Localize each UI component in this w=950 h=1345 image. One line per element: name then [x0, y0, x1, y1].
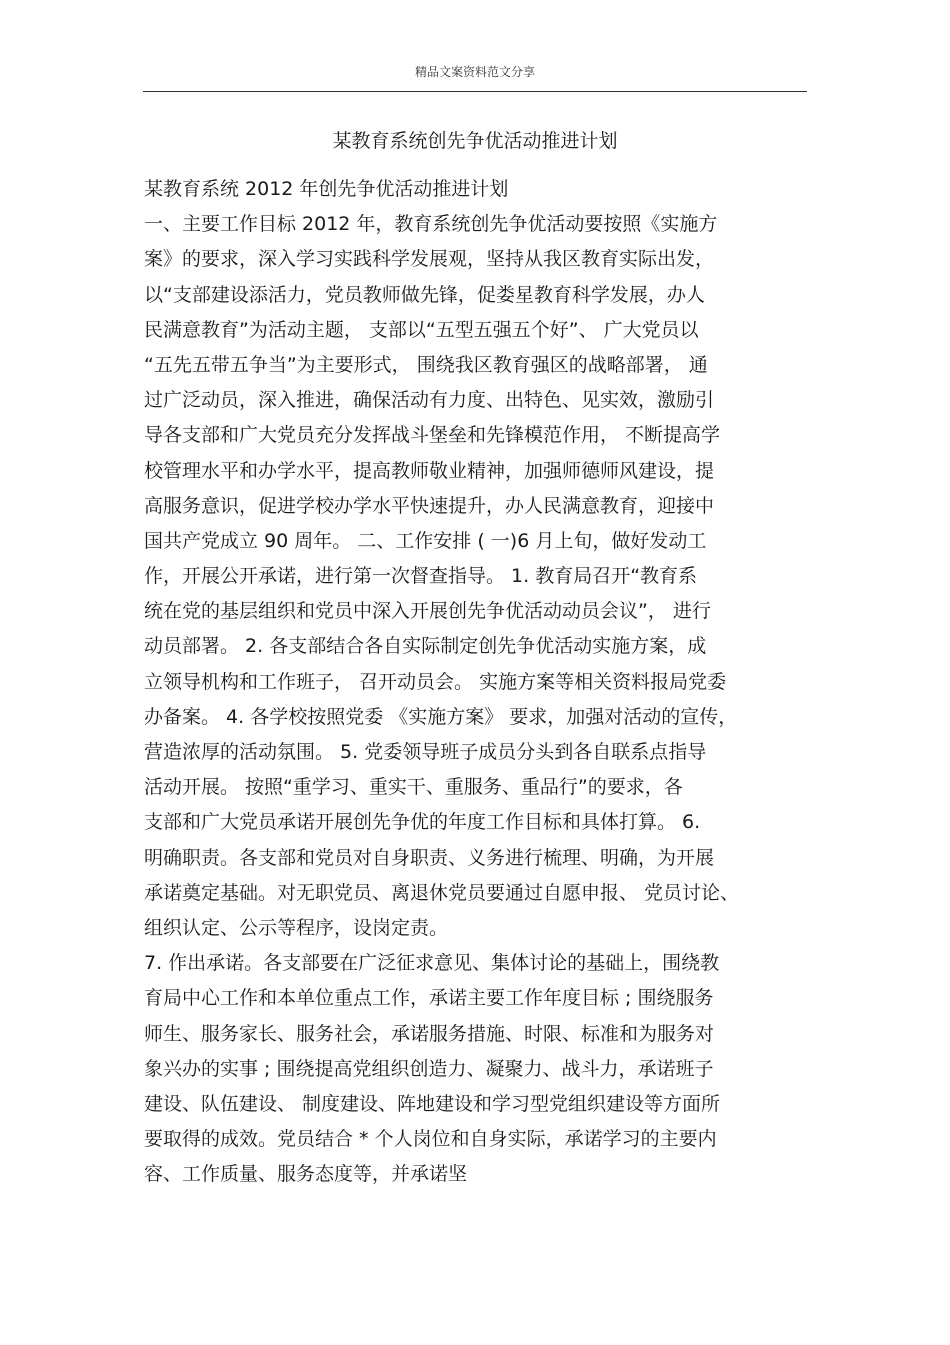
body-line: 建设、队伍建设、 制度建设、阵地建设和学习型党组织建设等方面所	[144, 1092, 721, 1115]
body-line: 案》的要求，深入学习实践科学发展观，坚持从我区教育实际出发，	[144, 248, 715, 271]
body-line: 支部和广大党员承诺开展创先争优的年度工作目标和具体打算。 6.	[144, 811, 701, 834]
body-line: 一、主要工作目标 2012 年，教育系统创先争优活动要按照《实施方	[144, 213, 718, 236]
body-line: 育局中心工作和本单位重点工作，承诺主要工作年度目标 ; 围绕服务	[144, 987, 714, 1010]
page-header: 精品文案资料范文分享	[414, 65, 535, 79]
body-line: 民满意教育”为活动主题， 支部以“五型五强五个好”、 广大党员以	[144, 318, 699, 341]
body-line: 活动开展。 按照“重学习、重实干、重服务、重品行”的要求，各	[144, 776, 683, 799]
body-line: 统在党的基层组织和党员中深入开展创先争优活动动员会议”， 进行	[144, 600, 711, 623]
document-title: 某教育系统创先争优活动推进计划	[332, 130, 618, 152]
body-line: 导各支部和广大党员充分发挥战斗堡垒和先锋模范作用， 不断提高学	[144, 424, 721, 447]
header-divider	[143, 91, 807, 92]
body-line: 承诺奠定基础。对无职党员、离退休党员要通过自愿申报、 党员讨论、	[144, 881, 740, 904]
body-line: 以“支部建设添活力，党员教师做先锋，促娄星教育科学发展，办人	[144, 283, 705, 306]
body-line: 办备案。 4. 各学校按照党委 《实施方案》 要求，加强对活动的宣传，	[144, 705, 738, 728]
body-line: 要取得的成效。党员结合 * 个人岗位和自身实际，承诺学习的主要内	[144, 1128, 717, 1151]
body-line: 营造浓厚的活动氛围。 5. 党委领导班子成员分头到各自联系点指导	[144, 741, 707, 763]
body-line: 7. 作出承诺。各支部要在广泛征求意见、集体讨论的基础上，围绕教	[144, 952, 720, 975]
document-body	[144, 172, 808, 1192]
body-line: 校管理水平和办学水平，提高教师敬业精神，加强师德师风建设，提	[144, 459, 715, 482]
body-line: 过广泛动员，深入推进，确保活动有力度、出特色、见实效，激励引	[144, 389, 715, 412]
body-line: 动员部署。 2. 各支部结合各自实际制定创先争优活动实施方案，成	[144, 635, 707, 658]
body-line: 作，开展公开承诺，进行第一次督查指导。 1. 教育局召开“教育系	[144, 565, 698, 588]
body-line: “五先五带五争当”为主要形式， 围绕我区教育强区的战略部署， 通	[144, 353, 708, 376]
body-line: 象兴办的实事 ; 围绕提高党组织创造力、凝聚力、战斗力，承诺班子	[144, 1057, 714, 1080]
body-line: 明确职责。各支部和党员对自身职责、义务进行梳理、明确，为开展	[144, 846, 715, 869]
body-line: 国共产党成立 90 周年。 二、工作安排 ( 一)6 月上旬，做好发动工	[144, 529, 707, 552]
body-line: 某教育系统 2012 年创先争优活动推进计划	[144, 178, 509, 200]
body-line: 立领导机构和工作班子， 召开动员会。 实施方案等相关资料报局党委	[144, 670, 727, 693]
body-line: 容、工作质量、服务态度等，并承诺坚	[144, 1163, 468, 1186]
body-line: 师生、服务家长、服务社会，承诺服务措施、时限、标准和为服务对	[144, 1022, 715, 1045]
body-line: 高服务意识，促进学校办学水平快速提升，办人民满意教育，迎接中	[144, 494, 715, 517]
body-line: 组织认定、公示等程序，设岗定责。	[144, 916, 449, 939]
